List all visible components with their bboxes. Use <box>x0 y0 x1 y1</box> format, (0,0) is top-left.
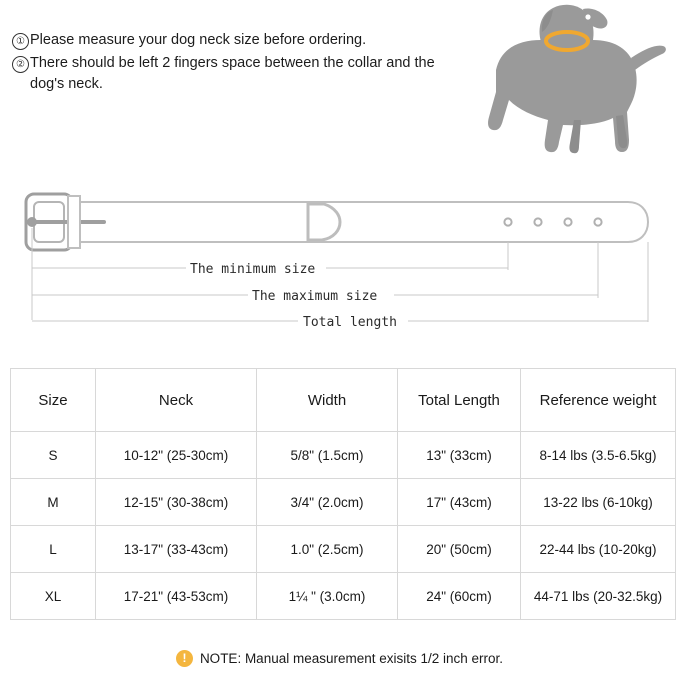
size-chart-table <box>10 368 676 620</box>
label-minimum-size: The minimum size <box>190 262 316 277</box>
cell-size: M <box>11 479 96 526</box>
collar-strap-shape <box>26 194 648 250</box>
note-row <box>0 650 679 667</box>
circled-number-icon: ② <box>12 56 29 73</box>
column-header-size: Size <box>11 369 96 432</box>
instruction-item <box>12 53 452 95</box>
column-header-reference-weight: Reference weight <box>521 369 676 432</box>
column-header-total-length: Total Length <box>398 369 521 432</box>
warning-icon: ! <box>176 650 193 667</box>
cell-width: 5/8" (1.5cm) <box>257 432 398 479</box>
cell-size: S <box>11 432 96 479</box>
cell-width: 3/4" (2.0cm) <box>257 479 398 526</box>
cell-length: 13" (33cm) <box>398 432 521 479</box>
instruction-text: Please measure your dog neck size before ordering. <box>30 32 367 48</box>
label-maximum-size: The maximum size <box>252 289 378 304</box>
instructions-block <box>12 30 452 97</box>
dog-body-shape <box>488 5 666 153</box>
note-text: NOTE: Manual measurement exisits 1/2 inch error. <box>199 651 504 666</box>
cell-weight: 8-14 lbs (3.5-6.5kg) <box>521 432 676 479</box>
column-header-width: Width <box>257 369 398 432</box>
instruction-text: There should be left 2 fingers space between the collar and the dog's neck. <box>30 55 435 92</box>
cell-weight: 13-22 lbs (6-10kg) <box>521 479 676 526</box>
table-row <box>11 432 676 479</box>
cell-size: XL <box>11 573 96 620</box>
circled-number-icon: ① <box>12 33 29 50</box>
table-header-row <box>11 369 676 432</box>
cell-weight: 22-44 lbs (10-20kg) <box>521 526 676 573</box>
cell-neck: 10-12" (25-30cm) <box>96 432 257 479</box>
cell-weight: 44-71 lbs (20-32.5kg) <box>521 573 676 620</box>
cell-neck: 12-15" (30-38cm) <box>96 479 257 526</box>
label-total-length: Total length <box>303 315 397 330</box>
cell-length: 17" (43cm) <box>398 479 521 526</box>
cell-length: 20" (50cm) <box>398 526 521 573</box>
collar-measurement-diagram <box>8 180 668 335</box>
cell-width: 1¼ " (3.0cm) <box>257 573 398 620</box>
table-row <box>11 479 676 526</box>
cell-neck: 13-17" (33-43cm) <box>96 526 257 573</box>
table-row <box>11 573 676 620</box>
table-row <box>11 526 676 573</box>
cell-width: 1.0" (2.5cm) <box>257 526 398 573</box>
column-header-neck: Neck <box>96 369 257 432</box>
cell-size: L <box>11 526 96 573</box>
instruction-item <box>12 30 452 51</box>
dog-illustration <box>441 0 671 175</box>
size-chart-table-wrapper <box>10 368 670 620</box>
cell-neck: 17-21" (43-53cm) <box>96 573 257 620</box>
cell-length: 24" (60cm) <box>398 573 521 620</box>
